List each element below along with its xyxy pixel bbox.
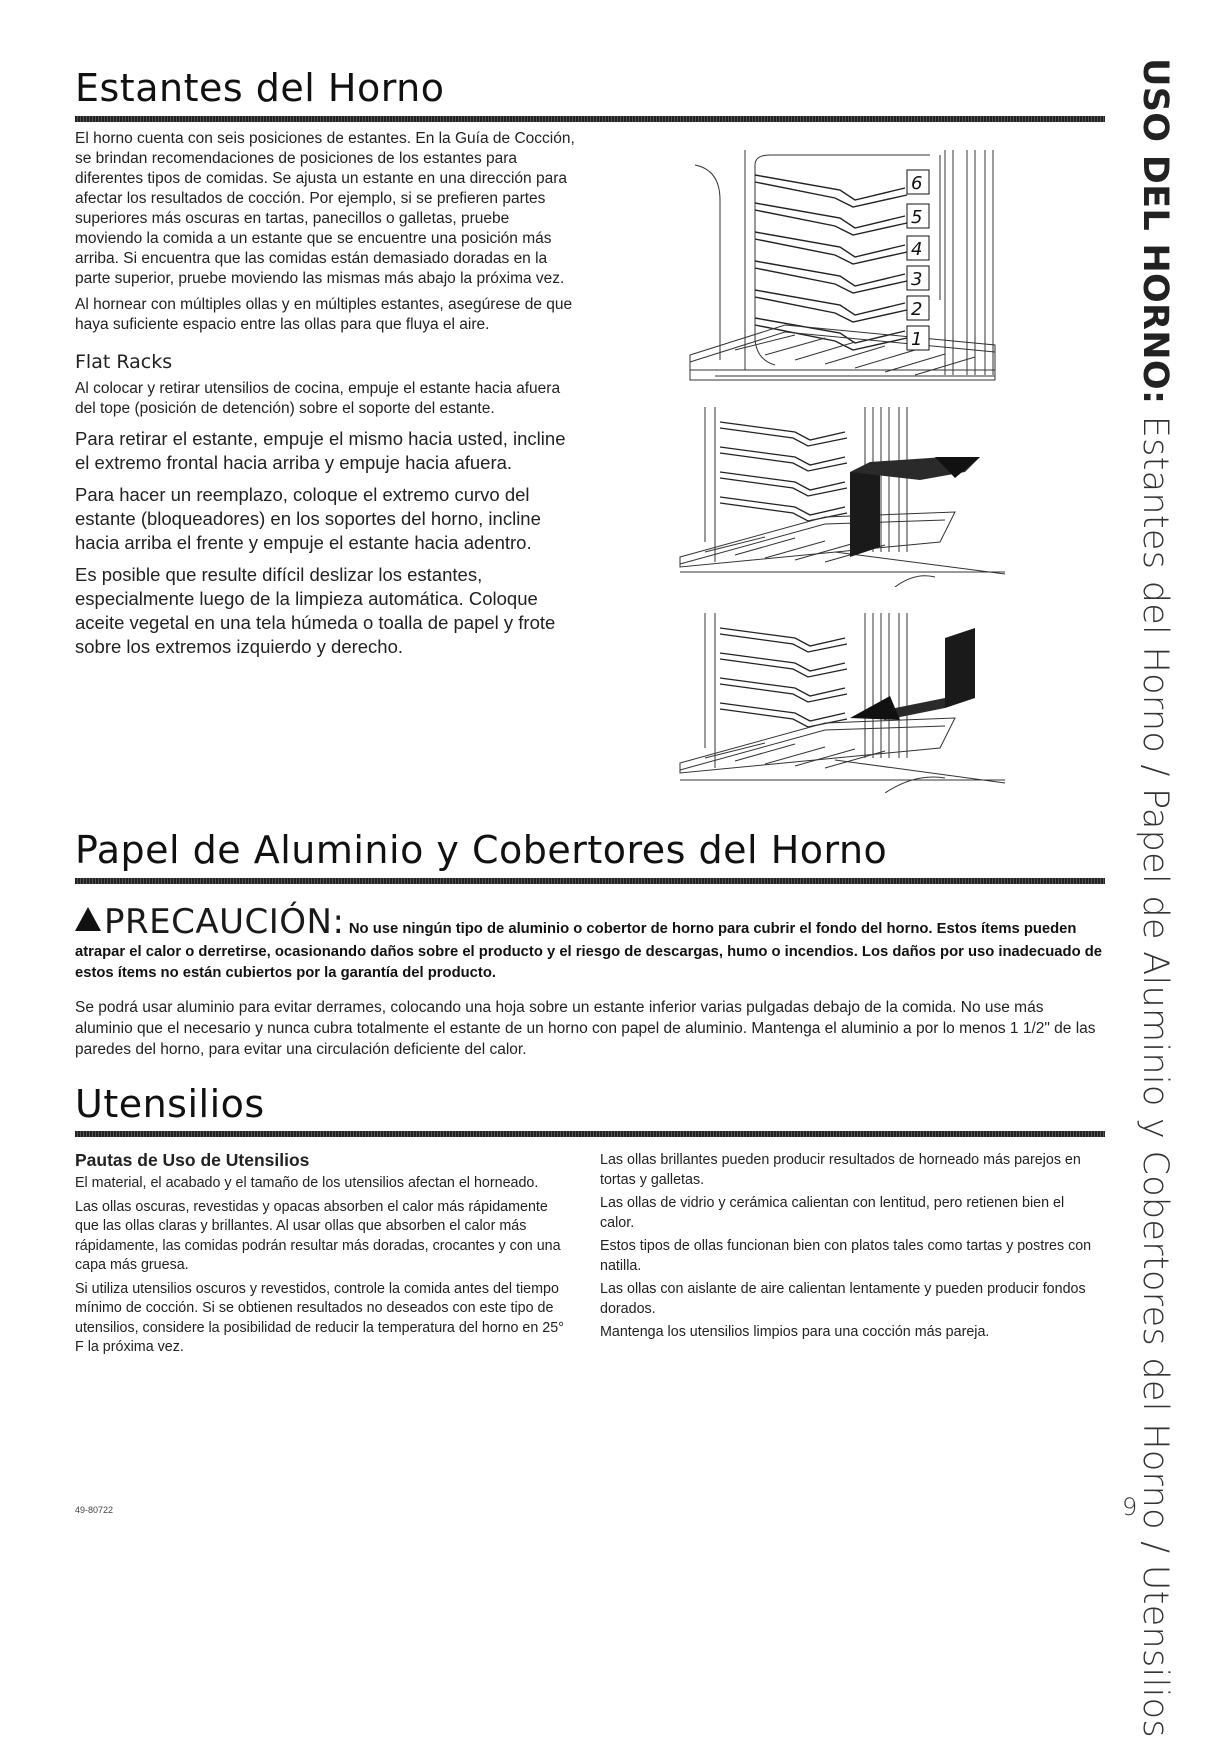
section-divider — [75, 1131, 1105, 1137]
utensilios-right-paragraph: Estos tipos de ollas funcionan bien con platos tales como tartas y postres con natilla. — [600, 1238, 1092, 1274]
section-title-aluminio: Papel de Aluminio y Cobertores del Horno — [75, 828, 888, 872]
utensilios-left-column — [75, 1150, 575, 1358]
rack-replacement-illustration — [675, 608, 1010, 793]
estantes-paragraph-1: El horno cuenta con seis posiciones de estantes. En la Guía de Cocción, se brindan recomendaciones de posiciones de los estantes para diferentes tipos de comidas. Se ajusta un estante en una dirección para afectar los resultados de cocción. Por ejemplo, si se prefieren partes superiores más oscuras en tartas, panecillos o galletas, pruebe moviendo la comida a un estante que se encuentre una posición más arriba. Si encuentra que las comidas están demasiado doradas en la parte superior, pruebe moviendo las mismas más abajo la próxima vez. — [75, 130, 575, 287]
side-tab-light: Estantes del Horno / Papel de Aluminio y Cobertores del Horno / Utensilios — [1135, 404, 1175, 1738]
utensilios-right-paragraph: Las ollas brillantes pueden producir resultados de horneado más parejos en tortas y galletas. — [600, 1152, 1081, 1188]
precaucion-warning-block — [75, 902, 1105, 984]
utensilios-right-paragraph: Las ollas con aislante de aire calientan lentamente y pueden producir fondos dorados. — [600, 1281, 1086, 1317]
aluminio-paragraph: Se podrá usar aluminio para evitar derrames, colocando una hoja sobre un estante inferior varias pulgadas debajo de la comida. No use más aluminio que el necesario y nunca cubra totalmente el estante de un horno con papel de aluminio. Mantenga el aluminio a por lo menos 1 1/2" de las paredes del horno, para evitar una circulación deficiente del calor. — [75, 999, 1096, 1058]
section-title-estantes: Estantes del Horno — [75, 66, 445, 110]
utensilios-right-paragraph: Las ollas de vidrio y cerámica calientan con lentitud, pero retienen bien el calor. — [600, 1195, 1065, 1231]
utensilios-left-paragraph: Las ollas oscuras, revestidas y opacas absorben el calor más rápidamente que las ollas claras y brillantes. Al usar ollas que absorben el calor más rápidamente, las comidas podrán resultar más doradas, crocantes y con una capa más gruesa. — [75, 1198, 561, 1273]
side-tab-bold: USO DEL HORNO: — [1135, 58, 1175, 405]
flat-racks-paragraph-4: Es posible que resulte difícil deslizar los estantes, especialmente luego de la limpieza automática. Coloque aceite vegetal en una tela húmeda o toalla de papel y frote sobre los extremos izquierdo y derecho. — [75, 564, 556, 657]
warning-label: PRECAUCIÓN: — [104, 902, 345, 942]
warning-text: No use ningún tipo de aluminio o cobertor de horno para cubrir el fondo del horno. Estos ítems pueden atrapar el calor o derretirse, ocasionando daños sobre el producto y el riesgo de descargas, humo o incendios. Los daños por uso inadecuado de estos ítems no están cubiertos por la garantía del producto. — [75, 921, 1102, 981]
utensilios-right-paragraph: Mantenga los utensilios limpios para una cocción más pareja. — [600, 1324, 990, 1340]
rack-label-5: 5 — [911, 207, 923, 228]
warning-triangle-icon — [75, 907, 101, 931]
rack-positions-illustration — [675, 140, 1005, 390]
section-divider — [75, 116, 1105, 122]
side-tab-chapter-title — [1135, 58, 1175, 1738]
estantes-text-block — [75, 129, 575, 659]
flat-racks-paragraph-2: Para retirar el estante, empuje el mismo hacia usted, incline el extremo frontal hacia arriba y empuje hacia afuera. — [75, 428, 566, 473]
document-code: 49-80722 — [75, 1505, 114, 1515]
utensilios-right-column — [600, 1151, 1100, 1343]
utensilios-left-paragraph: Si utiliza utensilios oscuros y revestidos, controle la comida antes del tiempo mínimo de cocción. Si se obtienen resultados no deseados con este tipo de utensilios, considere la posibilidad de reducir la temperatura del horno en 25° F la próxima vez. — [75, 1280, 564, 1355]
rack-label-6: 6 — [911, 173, 923, 194]
rack-label-3: 3 — [911, 269, 923, 290]
rack-label-4: 4 — [911, 239, 923, 260]
estantes-paragraph-2: Al hornear con múltiples ollas y en múltiples estantes, asegúrese de que haya suficiente espacio entre las ollas para que fluya el aire. — [75, 296, 573, 333]
utensilios-left-paragraph: El material, el acabado y el tamaño de los utensilios afectan el horneado. — [75, 1175, 539, 1191]
flat-racks-paragraph-3: Para hacer un reemplazo, coloque el extremo curvo del estante (bloqueadores) en los soportes del horno, incline hacia arriba el frente y empuje el estante hacia adentro. — [75, 484, 541, 553]
pautas-heading: Pautas de Uso de Utensilios — [75, 1150, 310, 1170]
section-title-utensilios: Utensilios — [75, 1082, 265, 1126]
rack-removal-illustration — [675, 402, 1010, 587]
section-divider — [75, 878, 1105, 884]
page-number: 9 — [1122, 1493, 1138, 1521]
rack-label-2: 2 — [911, 299, 923, 320]
rack-label-1: 1 — [911, 329, 923, 350]
flat-racks-heading: Flat Racks — [75, 351, 173, 373]
flat-racks-paragraph-1: Al colocar y retirar utensilios de cocina, empuje el estante hacia afuera del tope (posición de detención) sobre el soporte del estante. — [75, 380, 561, 417]
